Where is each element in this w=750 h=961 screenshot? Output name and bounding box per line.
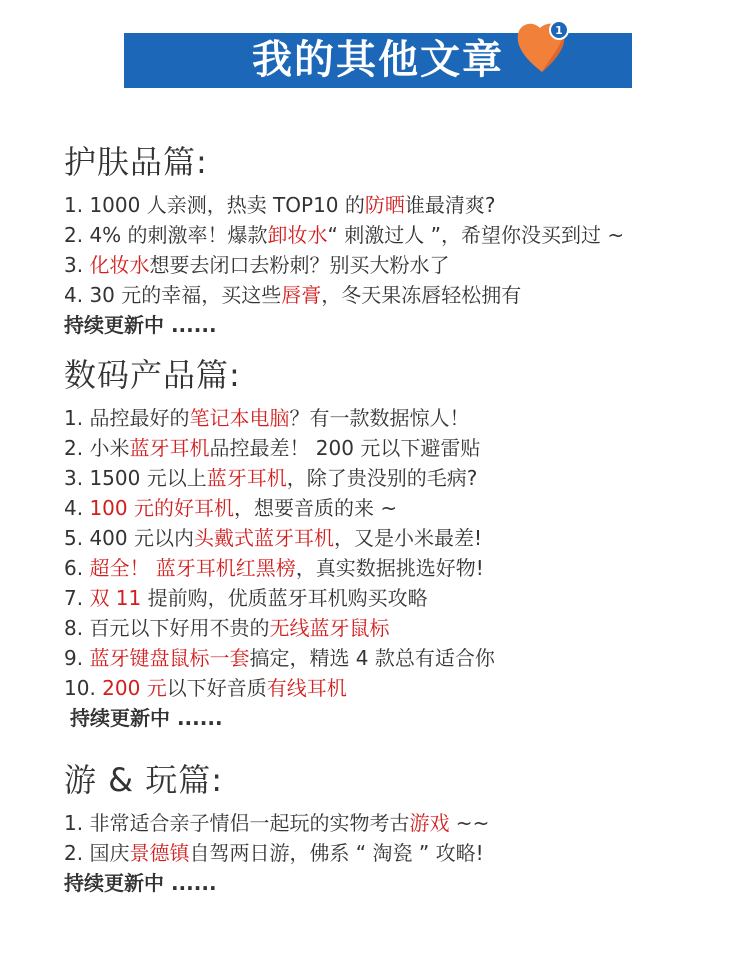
keyword-highlight: 笔记本电脑: [189, 406, 290, 430]
section-skincare: [64, 142, 730, 340]
article-text: 2. 4% 的刺激率！爆款: [64, 223, 268, 247]
article-text: 8. 百元以下好用不贵的: [64, 616, 270, 640]
keyword-highlight: 防晒: [364, 193, 405, 217]
section-title: 游 & 玩篇:: [64, 761, 224, 799]
article-text: ，除了贵没别的毛病?: [286, 466, 478, 490]
article-text: ？有一款数据惊人！: [289, 406, 470, 430]
article-text: 1. 品控最好的: [64, 406, 190, 430]
article-link[interactable]: [64, 433, 730, 463]
article-text: 7.: [64, 586, 90, 610]
article-link[interactable]: [64, 190, 730, 220]
article-text: 4. 30 元的幸福，买这些: [64, 283, 282, 307]
article-link[interactable]: [64, 280, 730, 310]
section-travel-play: [64, 760, 730, 898]
article-text: 1. 非常适合亲子情侣一起玩的实物考古: [64, 811, 410, 835]
keyword-highlight: 无线蓝牙鼠标: [269, 616, 390, 640]
section-title: 数码产品篇:: [64, 356, 241, 394]
article-text: 品控最差！ 200 元以下避雷贴: [209, 436, 481, 460]
keyword-highlight: 化妆水: [89, 253, 150, 277]
keyword-highlight: 200 元: [102, 676, 167, 700]
keyword-highlight: 100 元的好耳机: [89, 496, 234, 520]
keyword-highlight: 超全！ 蓝牙耳机红黑榜: [89, 556, 296, 580]
keyword-highlight: 双 11: [89, 586, 142, 610]
article-text: 3.: [64, 253, 90, 277]
keyword-highlight: 唇膏: [281, 283, 322, 307]
keyword-highlight: 蓝牙耳机: [129, 436, 210, 460]
section-digital: [64, 355, 730, 733]
article-text: 2. 国庆: [64, 841, 130, 865]
article-link[interactable]: [64, 643, 730, 673]
article-text: ，又是小米最差!: [333, 526, 483, 550]
article-text: ~~: [449, 811, 490, 835]
article-text: ，冬天果冻唇轻松拥有: [321, 283, 522, 307]
more-link[interactable]: 持续更新中 ......: [64, 871, 217, 895]
article-text: 以下好音质: [166, 676, 267, 700]
article-text: 谁最清爽?: [404, 193, 496, 217]
article-text: 3. 1500 元以上: [64, 466, 207, 490]
article-link[interactable]: [64, 673, 730, 703]
keyword-highlight: 蓝牙键盘鼠标一套: [89, 646, 250, 670]
page-title: 我的其他文章: [252, 37, 504, 83]
article-text: 提前购，优质蓝牙耳机购买攻略: [141, 586, 428, 610]
article-text: 想要去闭口去粉刺？别买大粉水了: [149, 253, 450, 277]
article-link[interactable]: [64, 250, 730, 280]
more-link[interactable]: 持续更新中 ......: [70, 706, 223, 730]
keyword-highlight: 游戏: [409, 811, 450, 835]
article-text: 2. 小米: [64, 436, 130, 460]
more-link[interactable]: 持续更新中 ......: [64, 313, 217, 337]
keyword-highlight: 卸妆水: [267, 223, 328, 247]
keyword-highlight: 头戴式蓝牙耳机: [193, 526, 334, 550]
article-link[interactable]: [64, 808, 730, 838]
article-text: 4.: [64, 496, 90, 520]
keyword-highlight: 蓝牙耳机: [206, 466, 287, 490]
article-text: “ 刺激过人 ”，希望你没买到过 ~: [327, 223, 625, 247]
article-link[interactable]: [64, 838, 730, 868]
article-text: 6.: [64, 556, 90, 580]
article-link[interactable]: [64, 553, 730, 583]
article-link[interactable]: [64, 583, 730, 613]
article-link[interactable]: [64, 403, 730, 433]
keyword-highlight: 有线耳机: [266, 676, 347, 700]
article-text: ，真实数据挑选好物!: [295, 556, 484, 580]
article-link[interactable]: [64, 613, 730, 643]
article-text: 5. 400 元以内: [64, 526, 194, 550]
section-title: 护肤品篇:: [64, 143, 208, 181]
article-link[interactable]: [64, 220, 730, 250]
article-text: ，想要音质的来 ~: [233, 496, 398, 520]
heart-like-icon: [514, 18, 572, 74]
article-text: 9.: [64, 646, 90, 670]
article-text: 1. 1000 人亲测，热卖 TOP10 的: [64, 193, 365, 217]
article-link[interactable]: [64, 463, 730, 493]
keyword-highlight: 景德镇: [129, 841, 190, 865]
article-text: 10.: [64, 676, 103, 700]
article-text: 自驾两日游，佛系 “ 淘瓷 ” 攻略!: [189, 841, 484, 865]
article-link[interactable]: [64, 493, 730, 523]
article-link[interactable]: [64, 523, 730, 553]
badge-count: 1: [555, 24, 563, 37]
article-text: 搞定，精选 4 款总有适合你: [249, 646, 495, 670]
